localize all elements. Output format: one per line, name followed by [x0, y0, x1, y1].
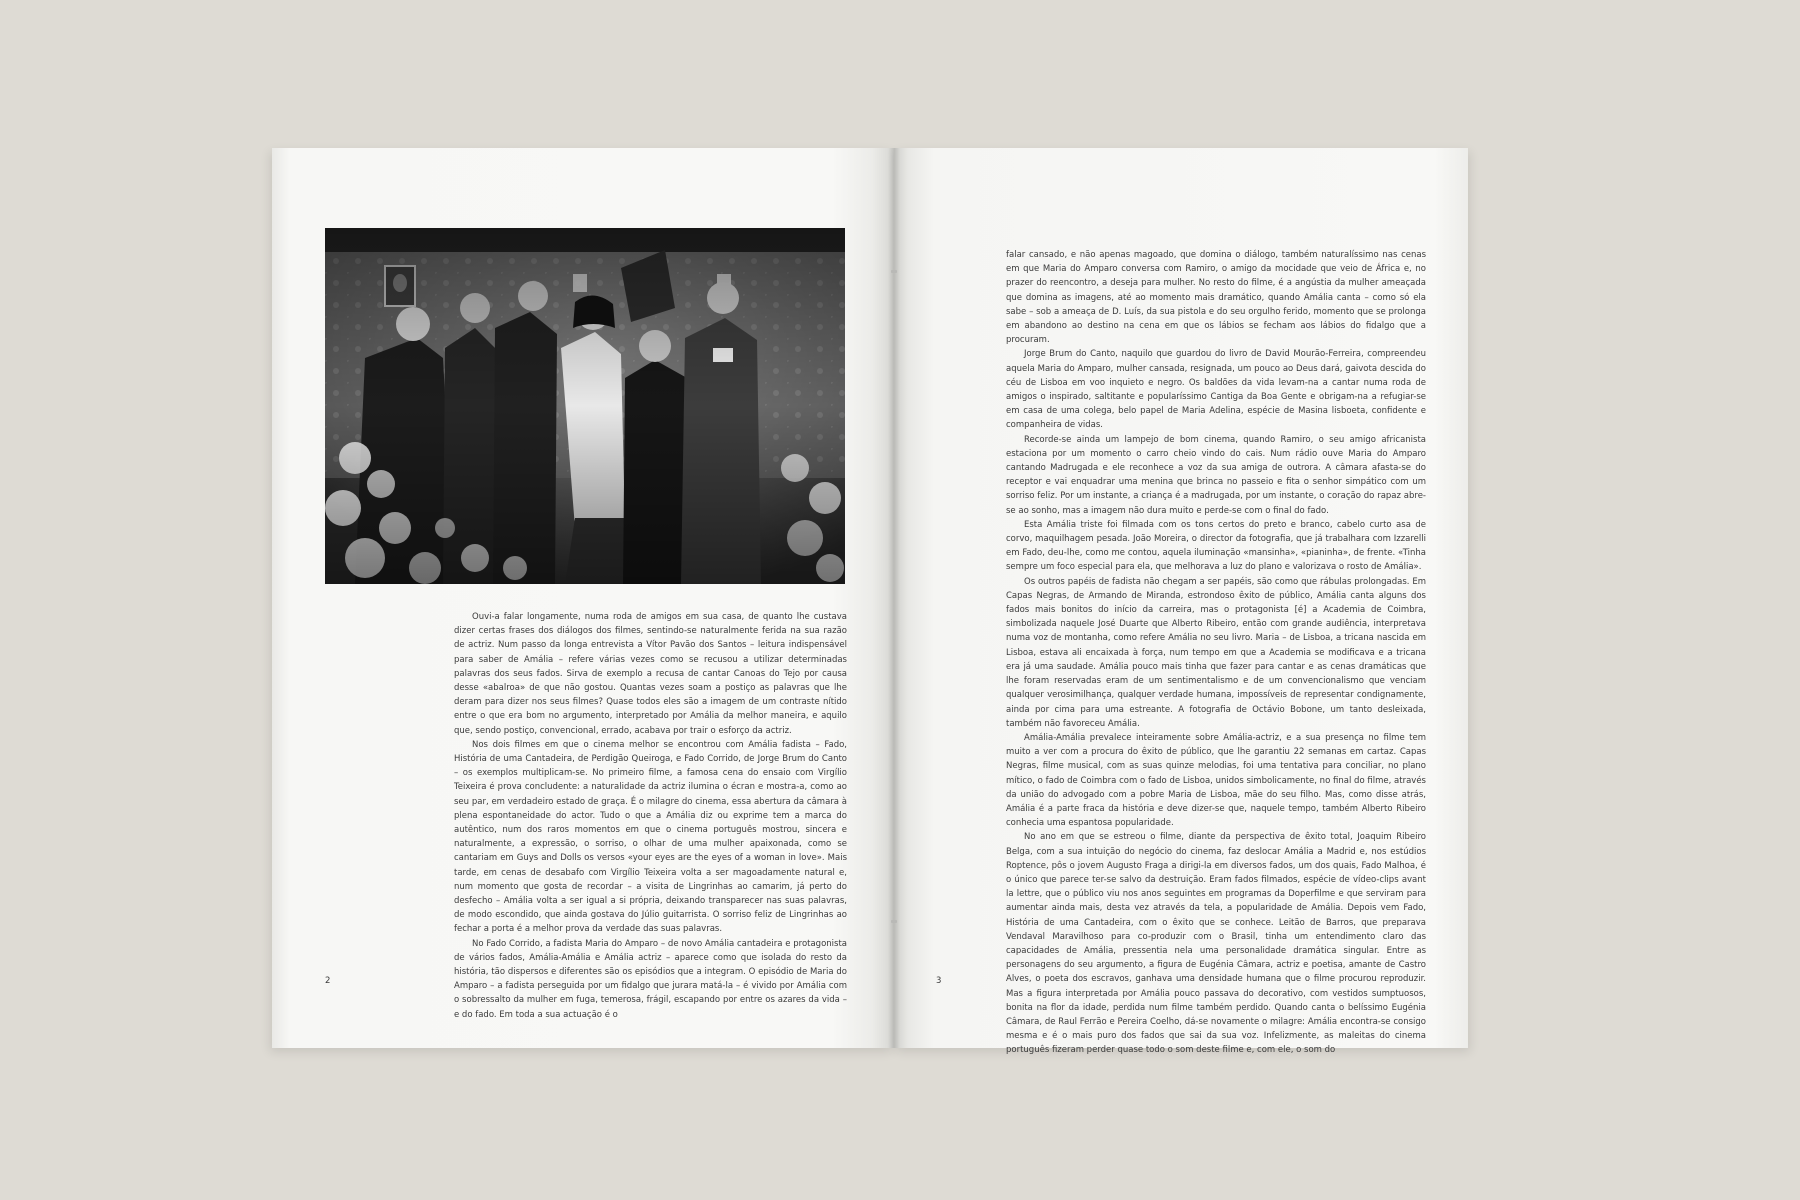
right-paragraph-2: Jorge Brum do Canto, naquilo que guardou do livro de David Mourão-Ferreira, compreendeu aquela Maria do Amparo, mulher cansada, resignada, um pouco ao Deus dará, gaivota descida do céu de Lisboa em voo inquieto e negro. Os baldões da vida levam-na a cantar numa roda de amigos o inspirado, saltitante e popularíssimo Cantiga da Boa Gente e obrigam-na a refugiar-se em casa de uma colega, belo papel de Maria Adelina, espécie de Masina lisboeta, confidente e companheira de vidas.	[1006, 349, 1426, 431]
staple-top	[891, 270, 897, 273]
left-page	[272, 148, 894, 1048]
left-paragraph-3: No Fado Corrido, a fadista Maria do Amparo – de novo Amália cantadeira e protagonista de vários fados, Amália-Amália e Amália actriz – aparece como que isolada do resto da história, tão dispersos e diferentes são os episódios que a integram. O episódio de Maria do Amparo – a fadista perseguida por um fidalgo que jurara matá-la – é vivido por Amália com o sobressalto da mulher em fuga, temerosa, frágil, escapando por entre os azares da vida – e do fado. Em toda a sua actuação é o	[454, 938, 847, 1020]
right-paragraph-4: Esta Amália triste foi filmada com os tons certos do preto e branco, cabelo curto asa de corvo, maquilhagem pesada. João Moreira, o director da fotografia, que já trabalhara com Izzarelli em Fado, deu-lhe, como me contou, aquela iluminação «mansinha», «pianinha», de frente. «Tinha sempre um foco especial para ela, que melhorava a luz do plano e valorizava o rosto de Amália».	[1006, 519, 1426, 573]
staple-bottom	[891, 920, 897, 923]
binding-gutter	[888, 148, 900, 1048]
left-paragraph-1: Ouvi-a falar longamente, numa roda de amigos em sua casa, de quanto lhe custava dizer certas frases dos diálogos dos filmes, sentindo-se naturalmente ferida na sua razão de actriz. Num passo da longa entrevista a Vítor Pavão dos Santos – leitura indispensável para saber de Amália – refere várias vezes como se recusou a utilizar determinadas palavras dos seus fados. Sirva de exemplo a recusa de cantar Canoas do Tejo por causa desse «abalroa» de que não gostou. Quantas vezes soam a postiço as palavras que lhe deram para dizer nos seus filmes? Quase todos eles são a imagem de um contraste nítido entre o que era bom no argumento, interpretado por Amália da melhor maneira, e aquilo que, sendo postiço, convencional, errado, acabava por trair o esforço da actriz.	[454, 612, 847, 736]
page-number-right: 3	[936, 976, 942, 986]
left-page-body-text	[454, 610, 847, 1022]
film-still-photo	[325, 228, 845, 584]
film-still-image	[325, 228, 845, 584]
right-paragraph-6: Amália-Amália prevalece inteiramente sobre Amália-actriz, e a sua presença no filme tem muito a ver com a procura do êxito de público, que lhe garantiu 22 semanas em cartaz. Capas Negras, filme musical, com as suas quinze melodias, foi uma tentativa para conciliar, no plano mítico, o fado de Coimbra com o fado de Lisboa, unidos simbolicamente, no final do filme, através da união do advogado com a pobre Maria de Lisboa, mãe do seu filho. Mas, como disse atrás, Amália é a parte fraca da história e deve dizer-se que, naquele tempo, também Alberto Ribeiro conhecia uma espantosa popularidade.	[1006, 732, 1426, 829]
right-paragraph-3: Recorde-se ainda um lampejo de bom cinema, quando Ramiro, o seu amigo africanista estaciona por um momento o carro cheio vindo do cais. Num rádio ouve Maria do Amparo cantando Madrugada e ele reconhece a voz da sua amiga de outrora. A câmara afasta-se do receptor e vai enquadrar uma menina que brinca no passeio e fita o senhor simpático com um sorriso feliz. Por um instante, a criança é a madrugada, por um instante, o coração do rapaz abre-se ao sonho, mas a imagem não dura muito e perde-se com o final do fado.	[1006, 434, 1426, 516]
right-page-body-text	[1006, 248, 1426, 1058]
left-paragraph-2: Nos dois filmes em que o cinema melhor se encontrou com Amália fadista – Fado, História de uma Cantadeira, de Perdigão Queiroga, e Fado Corrido, de Jorge Brum do Canto – os exemplos multiplicam-se. No primeiro filme, a famosa cena do ensaio com Virgílio Teixeira é prova concludente: a naturalidade da actriz ilumina o écran e mostra-a, como ao seu par, em verdadeiro estado de graça. É o milagre do cinema, essa abertura da câmara à plena espontaneidade do actor. Tudo o que a Amália diz ou exprime tem a marca do autêntico, num dos raros momentos em que o cinema português mostrou, sincera e naturalmente, a expressão, o sorriso, o olhar de uma mulher apaixonada, como se cantariam em Guys and Dolls os versos «your eyes are the eyes of a woman in love». Mais tarde, em cenas de desabafo com Virgílio Teixeira volta a ser magoadamente natural e, num momento que gosta de recordar – a visita de Lingrinhas ao camarim, já perto do desfecho – Amália volta a ser igual a si própria, deixando transparecer nas suas palavras, de modo escondido, que ainda gostava do Júlio guitarrista. O sorriso feliz de Lingrinhas ao fechar a porta é a melhor prova da verdade das suas palavras.	[454, 739, 847, 935]
page-number-left: 2	[325, 976, 331, 986]
right-page	[894, 148, 1468, 1056]
right-paragraph-1: falar cansado, e não apenas magoado, que domina o diálogo, também naturalíssimo nas cenas em que Maria do Amparo conversa com Ramiro, o amigo da mocidade que veio de África e, no prazer do reencontro, a deseja para mulher. No resto do filme, é a angústia da mulher ameaçada que domina as imagens, até ao momento mais dramático, quando Amália canta – como só ela sabe – sob a ameaça de D. Luís, da sua pistola e do seu orgulho ferido, momento que se prolonga em abandono ao destino na cena em que os lábios se fecham aos lábios do fidalgo que a procuram.	[1006, 250, 1426, 346]
right-paragraph-7: No ano em que se estreou o filme, diante da perspectiva de êxito total, Joaquim Ribeiro Belga, com a sua intuição do negócio do cinema, faz deslocar Amália a Madrid e, nos estúdios Roptence, pôs o jovem Augusto Fraga a dirigi-la em diversos fados, um dos quais, Fado Malhoa, é o único que parece ter-se salvo da destruição. Eram fados filmados, espécie de vídeo-clips avant la lettre, que o público viu nos anos seguintes em programas da Doperfilme e que serviram para aumentar ainda mais, desta vez através da tela, a popularidade de Amália. Depois vem Fado, História de uma Cantadeira, com o êxito que se conhece. Leitão de Barros, que preparava Vendaval Maravilhoso para co-produzir com o Brasil, tinha um entendimento claro das capacidades de Amália, pressentia nela uma personalidade dramática singular. Entre as personagens do seu argumento, a figura de Eugénia Câmara, actriz e poetisa, amante de Castro Alves, o poeta dos escravos, ganhava uma densidade humana que o filme procurou reproduzir. Mas a figura interpretada por Amália pouco passava do decorativo, com vestidos sumptuosos, bonita na flor da idade, perdida num filme também perdido. Quando canta o belíssimo Eugénia Câmara, de Raul Ferrão e Pereira Coelho, dá-se novamente o milagre: Amália encontra-se consigo mesma e é o mais puro dos fados que sai da sua voz. Infelizmente, as maleitas do cinema português fizeram perder quase todo o som deste filme e, com ele, o som do	[1006, 832, 1426, 1056]
magazine-spread	[272, 148, 1468, 1056]
right-paragraph-5: Os outros papéis de fadista não chegam a ser papéis, são como que rábulas prolongadas. Em Capas Negras, de Armando de Miranda, estrondoso êxito de público, Amália canta alguns dos fados mais bonitos do início da carreira, mas o protagonista [é] a Academia de Coimbra, simbolizada naquele José Duarte que Alberto Ribeiro, então com grande audiência, interpretava numa voz de montanha, como refere Amália no seu livro. Maria – de Lisboa, a tricana nascida em Lisboa, estava ali encaixada à força, num tempo em que a Academia se modificava e a tricana era já uma saudade. Amália pouco mais tinha que fazer para cantar e as cenas dramáticas que lhe foram reservadas eram de um sentimentalismo e de um convencionalismo que venciam qualquer verosimilhança, qualquer verdade humana, impossíveis de representar condignamente, ainda por cima para uma estreante. A fotografia de Octávio Bobone, um tanto desleixada, também não favoreceu Amália.	[1006, 576, 1426, 729]
